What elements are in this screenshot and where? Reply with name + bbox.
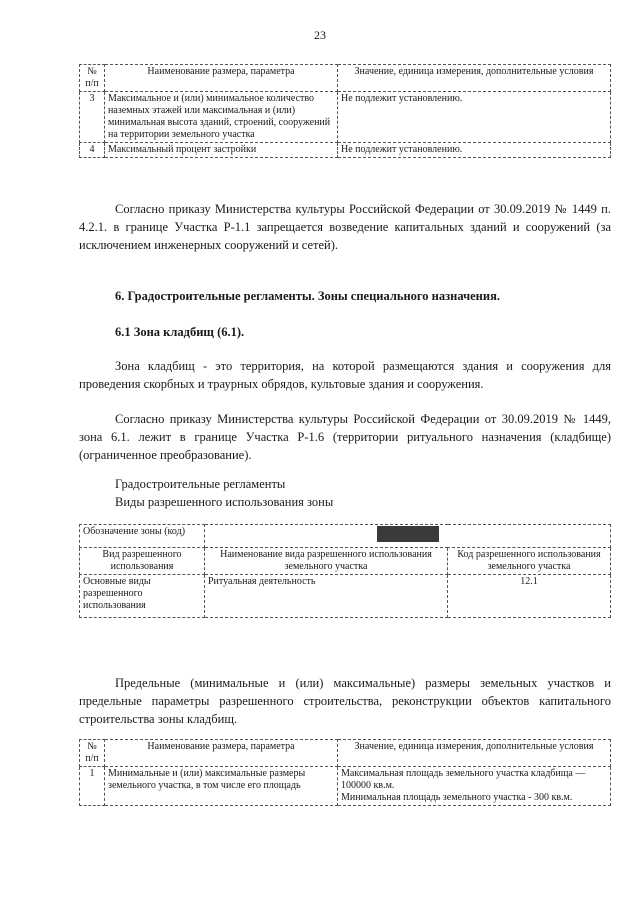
usage-types-table [79,524,611,618]
header-usage-code: Код разрешенного использования земельного участка [448,548,611,575]
table-header-row [80,65,611,92]
row-kind: Основные виды разрешенного использования [80,575,205,618]
row-name: Максимальный процент застройки [105,143,338,158]
table-header-row [80,740,611,767]
table-row [80,575,611,618]
parameters-table [79,739,611,806]
paragraph-zone-boundary: Согласно приказу Министерства культуры Российской Федерации от 30.09.2019 № 1449, зона 6.1. лежит в границе Участка Р-1.6 (территории ритуального назначения (кладбище) (ограниченное преобразование). [79,412,611,462]
subsection-heading: 6.1 Зона кладбищ (6.1). [115,325,245,339]
row-value-min-area: Минимальная площадь земельного участка - 300 кв.м. [341,792,573,803]
table-row [80,143,611,158]
table-row [80,767,611,806]
header-usage-name: Наименование вида разрешенного использования земельного участка [205,548,448,575]
table-row [80,92,611,143]
table-header-row [80,548,611,575]
redacted-zone-code [377,526,439,542]
row-value [338,767,611,806]
paragraph-zone-definition: Зона кладбищ - это территория, на которой размещаются здания и сооружения для проведения скорбных и траурных обрядов, культовые здания и сооружения. [79,359,611,391]
header-value: Значение, единица измерения, дополнительные условия [338,65,611,92]
row-num: 1 [80,767,105,806]
section-heading: 6. Градостроительные регламенты. Зоны специального назначения. [115,289,500,303]
row-value-max-area: Максимальная площадь земельного участка кладбища — 100000 кв.м. [341,768,586,791]
zone-code-row [80,525,611,548]
header-kind: Вид разрешенного использования [80,548,205,575]
parameters-table-continued [79,64,611,158]
paragraph-limits: Предельные (минимальные и (или) максимальные) размеры земельных участков и предельные параметры разрешенного строительства, реконструкции объектов капитального строительства зоны кладбищ. [79,676,611,726]
zone-label: Обозначение зоны (код) [80,525,205,548]
row-value: Не подлежит установлению. [338,92,611,143]
label-usage-types: Виды разрешенного использования зоны [115,495,334,509]
row-num: 4 [80,143,105,158]
row-value: Не подлежит установлению. [338,143,611,158]
row-usage-code: 12.1 [448,575,611,618]
header-num: № п/п [80,740,105,767]
paragraph-ministry-order: Согласно приказу Министерства культуры Российской Федерации от 30.09.2019 № 1449 п. 4.2.1. в границе Участка Р-1.1 запрещается возведение капитальных зданий и сооружений (за исключением инженерных сооружений и сетей). [79,202,611,252]
header-value: Значение, единица измерения, дополнительные условия [338,740,611,767]
label-regulations: Градостроительные регламенты [115,477,286,491]
row-name: Минимальные и (или) максимальные размеры земельного участка, в том числе его площадь [105,767,338,806]
row-usage-name: Ритуальная деятельность [205,575,448,618]
header-num: № п/п [80,65,105,92]
row-num: 3 [80,92,105,143]
row-name: Максимальное и (или) минимальное количество наземных этажей или максимальная и (или) минимальная высота зданий, строений, сооружений на территории земельного участка [105,92,338,143]
page-number: 23 [314,28,326,42]
header-name: Наименование размера, параметра [105,740,338,767]
header-name: Наименование размера, параметра [105,65,338,92]
